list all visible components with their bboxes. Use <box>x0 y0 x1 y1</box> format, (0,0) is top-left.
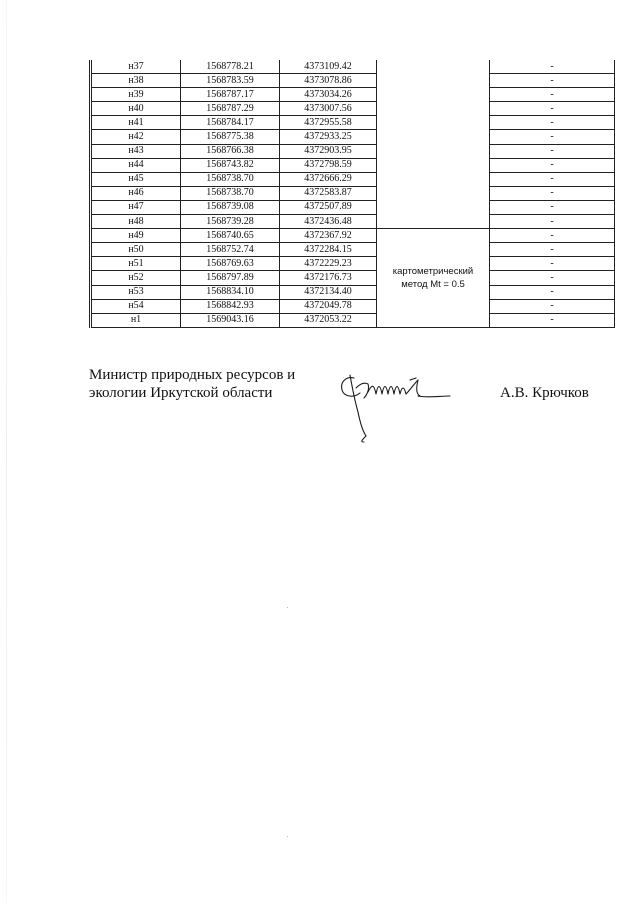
point-cell: н47 <box>91 200 181 214</box>
point-cell: н50 <box>91 243 181 257</box>
table-row <box>91 257 615 271</box>
point-cell: н37 <box>91 60 181 74</box>
y-cell: 4372955.58 <box>280 116 377 130</box>
x-cell: 1568739.08 <box>181 200 280 214</box>
y-cell: 4373109.42 <box>280 60 377 74</box>
error-cell: - <box>490 215 615 229</box>
point-cell: н44 <box>91 158 181 172</box>
signer-title <box>89 366 329 402</box>
error-cell: - <box>490 257 615 271</box>
y-cell: 4372666.29 <box>280 172 377 186</box>
y-cell: 4372436.48 <box>280 215 377 229</box>
error-cell: - <box>490 172 615 186</box>
error-cell: - <box>490 271 615 285</box>
method-line-2: метод Mt = 0.5 <box>401 278 465 290</box>
x-cell: 1568752.74 <box>181 243 280 257</box>
y-cell: 4372583.87 <box>280 186 377 200</box>
y-cell: 4373007.56 <box>280 102 377 116</box>
point-cell: н43 <box>91 144 181 158</box>
table-row <box>91 144 615 158</box>
error-cell: - <box>490 313 615 327</box>
point-cell: н40 <box>91 102 181 116</box>
error-cell: - <box>490 116 615 130</box>
x-cell: 1568743.82 <box>181 158 280 172</box>
point-cell: н49 <box>91 229 181 243</box>
x-cell: 1568797.89 <box>181 271 280 285</box>
error-cell: - <box>490 229 615 243</box>
table-row <box>91 299 615 313</box>
y-cell: 4372507.89 <box>280 200 377 214</box>
y-cell: 4373078.86 <box>280 74 377 88</box>
table-row <box>91 215 615 229</box>
handwritten-signature <box>332 366 456 446</box>
x-cell: 1568783.59 <box>181 74 280 88</box>
error-cell: - <box>490 158 615 172</box>
x-cell: 1568739.28 <box>181 215 280 229</box>
x-cell: 1568784.17 <box>181 116 280 130</box>
table-row <box>91 186 615 200</box>
table-row <box>91 271 615 285</box>
y-cell: 4372367.92 <box>280 229 377 243</box>
error-cell: - <box>490 186 615 200</box>
point-cell: н54 <box>91 299 181 313</box>
y-cell: 4372798.59 <box>280 158 377 172</box>
x-cell: 1568778.21 <box>181 60 280 74</box>
y-cell: 4372053.22 <box>280 313 377 327</box>
x-cell: 1568766.38 <box>181 144 280 158</box>
coordinates-table <box>89 60 615 328</box>
error-cell: - <box>490 130 615 144</box>
table-row <box>91 200 615 214</box>
table-row <box>91 172 615 186</box>
signer-title-line-2: экологии Иркутской области <box>89 385 273 401</box>
x-cell: 1568769.63 <box>181 257 280 271</box>
table-row <box>91 285 615 299</box>
table-row <box>91 88 615 102</box>
error-cell: - <box>490 285 615 299</box>
y-cell: 4373034.26 <box>280 88 377 102</box>
point-cell: н52 <box>91 271 181 285</box>
y-cell: 4372049.78 <box>280 299 377 313</box>
x-cell: 1568834.10 <box>181 285 280 299</box>
point-cell: н1 <box>91 313 181 327</box>
y-cell: 4372903.95 <box>280 144 377 158</box>
error-cell: - <box>490 200 615 214</box>
x-cell: 1568740.65 <box>181 229 280 243</box>
point-cell: н48 <box>91 215 181 229</box>
table-row <box>91 102 615 116</box>
table-row <box>91 130 615 144</box>
error-cell: - <box>490 88 615 102</box>
y-cell: 4372176.73 <box>280 271 377 285</box>
point-cell: н51 <box>91 257 181 271</box>
error-cell: - <box>490 243 615 257</box>
error-cell: - <box>490 144 615 158</box>
table-row <box>91 313 615 327</box>
point-cell: н46 <box>91 186 181 200</box>
error-cell: - <box>490 74 615 88</box>
y-cell: 4372229.23 <box>280 257 377 271</box>
point-cell: н53 <box>91 285 181 299</box>
scan-speck <box>287 607 288 608</box>
table-row <box>91 243 615 257</box>
table-row <box>91 229 615 243</box>
signer-name: А.В. Крючков <box>500 385 589 401</box>
table-row <box>91 60 615 74</box>
scan-edge <box>6 0 7 903</box>
y-cell: 4372134.40 <box>280 285 377 299</box>
error-cell: - <box>490 60 615 74</box>
point-cell: н38 <box>91 74 181 88</box>
point-cell: н39 <box>91 88 181 102</box>
table-row <box>91 116 615 130</box>
x-cell: 1568775.38 <box>181 130 280 144</box>
x-cell: 1568842.93 <box>181 299 280 313</box>
method-line-1: картометрический <box>392 265 474 277</box>
table-row <box>91 158 615 172</box>
x-cell: 1568787.29 <box>181 102 280 116</box>
y-cell: 4372933.25 <box>280 130 377 144</box>
method-cell-empty <box>377 60 490 229</box>
x-cell: 1568738.70 <box>181 186 280 200</box>
x-cell: 1569043.16 <box>181 313 280 327</box>
x-cell: 1568738.70 <box>181 172 280 186</box>
x-cell: 1568787.17 <box>181 88 280 102</box>
error-cell: - <box>490 299 615 313</box>
scan-speck <box>287 836 288 837</box>
point-cell: н42 <box>91 130 181 144</box>
table-row <box>91 74 615 88</box>
y-cell: 4372284.15 <box>280 243 377 257</box>
point-cell: н41 <box>91 116 181 130</box>
method-cell <box>377 229 490 328</box>
signer-title-line-1: Министр природных ресурсов и <box>89 367 296 383</box>
point-cell: н45 <box>91 172 181 186</box>
error-cell: - <box>490 102 615 116</box>
